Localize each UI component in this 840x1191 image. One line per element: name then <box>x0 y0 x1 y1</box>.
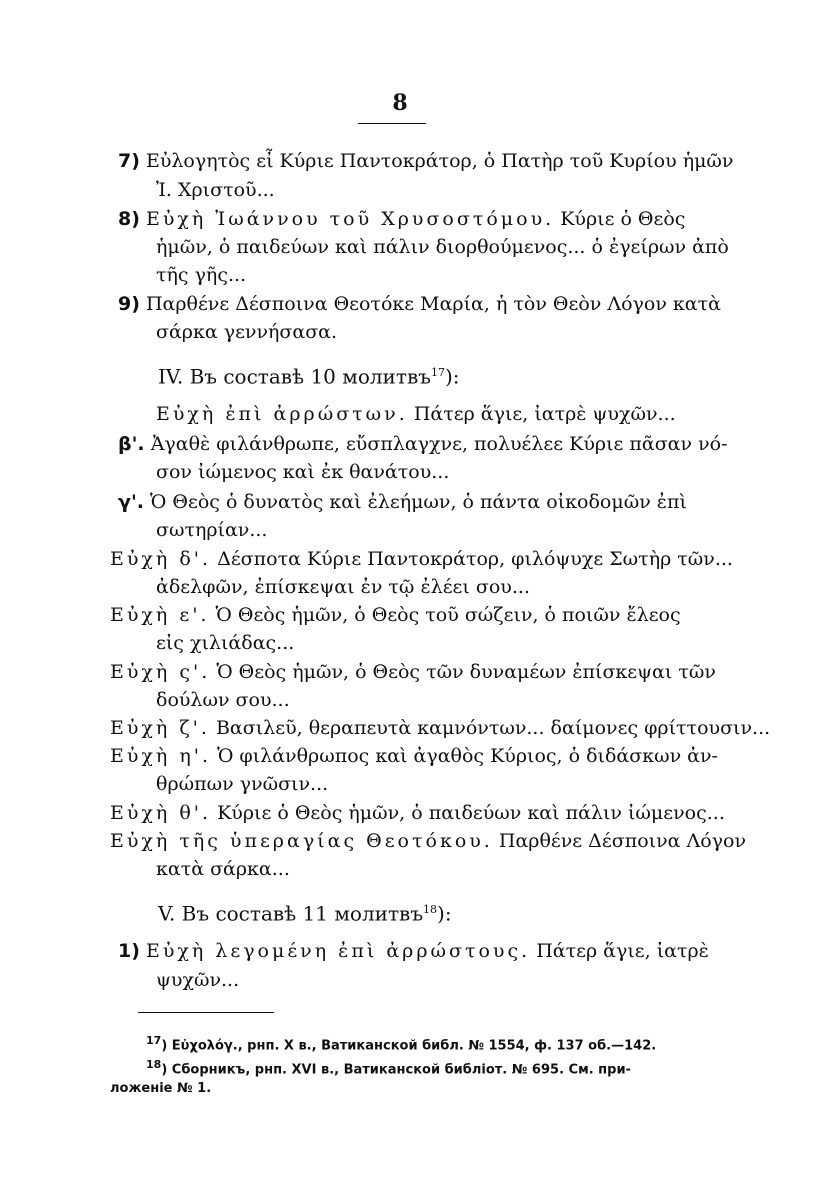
footnote-18-continuation: ложеніе № 1. <box>110 1081 212 1096</box>
prayer-text: Παρθένε Δέσποινα Λόγον <box>498 830 747 852</box>
prayer-2-line-2: σον ἰώμενος καὶ ἐκ θανάτου... <box>156 461 450 483</box>
item-8-line-3: τῆς γῆς... <box>156 264 247 286</box>
item-7-line-2: Ἰ. Χριστοῦ... <box>156 179 275 201</box>
item-8-line-1 <box>118 207 685 231</box>
footnote-mark: 17 <box>146 1034 162 1047</box>
footnote-17 <box>146 1032 656 1055</box>
footnote-ref: 18 <box>423 903 438 916</box>
item-text: Πάτερ ἅγιε, ἰατρὲ <box>536 940 709 962</box>
spaced-title: Εὐχὴ λεγομένη ἐπὶ ἀρρώστους. <box>145 940 531 962</box>
prayer-text: Ὁ Θεὸς ἡμῶν, ὁ Θεὸς τοῦ σώζειν, ὁ ποιῶν ἔλεος <box>215 604 681 626</box>
item-number: 9) <box>118 293 140 315</box>
spaced-title: Εὐχὴ ζ'. <box>110 717 210 739</box>
prayer-text: Βασιλεῦ, θεραπευτὰ καμνόντων... δαίμονες φρίττουσιν... <box>215 717 771 739</box>
prayer-text: Πάτερ ἅγιε, ἰατρὲ ψυχῶν... <box>413 403 676 425</box>
prayer-text: Κύριε ὁ Θεὸς ἡμῶν, ὁ παιδεύων καὶ πάλιν ἰώμενος... <box>217 802 725 824</box>
item-1-line-1 <box>118 939 709 963</box>
item-text: Εὐλογητὸς εἶ Κύριε Παντοκράτορ, ὁ Πατὴρ τοῦ Κυρίου ἡμῶν <box>145 150 734 172</box>
item-number: 1) <box>118 940 140 962</box>
spaced-title: Εὐχὴ ἐπὶ ἀρρώστων. <box>156 403 408 425</box>
prayer-8-line-2: θρώπων γνῶσιν... <box>156 773 329 795</box>
prayer-7-line-1 <box>110 716 770 740</box>
item-number: 7) <box>118 150 140 172</box>
footnote-rule <box>138 1012 274 1013</box>
prayer-text: Ὁ φιλάνθρωπος καὶ ἀγαθὸς Κύριος, ὁ διδάσκων ἀν- <box>217 745 718 767</box>
footnote-mark: 18 <box>146 1058 162 1071</box>
item-9-line-2: σάρκα γεννήσασα. <box>156 321 338 343</box>
spaced-title: Εὐχὴ ς'. <box>110 661 211 683</box>
page-number: 8 <box>392 90 408 116</box>
heading-tail: ): <box>444 364 460 389</box>
prayer-10-line-1 <box>110 829 746 853</box>
prayer-4-line-1 <box>110 547 733 571</box>
spaced-title: Εὐχὴ τῆς ὑπεραγίας Θεοτόκου. <box>110 830 493 852</box>
spaced-title: Εὐχὴ δ'. <box>110 548 212 570</box>
prayer-6-line-2: δούλων σου... <box>156 689 290 711</box>
prayer-6-line-1 <box>110 660 716 684</box>
heading-tail: ): <box>437 901 452 926</box>
prayer-5-line-2: εἰς χιλιάδας... <box>156 632 295 654</box>
prayer-8-line-1 <box>110 744 718 768</box>
item-8-line-2: ἡμῶν, ὁ παιδεύων καὶ πάλιν διορθούμενος... ὁ ἐγείρων ἀπὸ <box>156 236 729 258</box>
heading-text: V. Въ составѣ 11 молитвъ <box>158 901 424 926</box>
prayer-5-line-1 <box>110 603 681 627</box>
section-heading-iv <box>158 361 460 389</box>
item-text: Παρθένε Δέσποινα Θεοτόκε Μαρία, ἡ τὸν Θεὸν Λόγον κατὰ <box>145 293 721 315</box>
item-number: β'. <box>118 433 145 455</box>
item-text: Κύριε ὁ Θεὸς <box>560 208 686 230</box>
spaced-title: Εὐχὴ η'. <box>110 745 212 767</box>
prayer-3-line-1 <box>118 490 687 514</box>
item-7-line-1 <box>118 149 733 173</box>
spaced-title: Εὐχὴ ε'. <box>110 604 210 626</box>
footnote-18 <box>146 1056 631 1079</box>
item-number: 8) <box>118 208 140 230</box>
item-number: γ'. <box>118 491 144 513</box>
prayer-text: Ἀγαθὲ φιλάνθρωπε, εὔσπλαγχνε, πολυέλεε Κύριε πᾶσαν νό- <box>150 433 728 455</box>
prayer-9-line-1 <box>110 801 725 825</box>
footnote-ref: 17 <box>430 366 445 379</box>
prayer-2-line-1 <box>118 432 728 456</box>
prayer-10-line-2: κατὰ σάρκα... <box>156 858 290 880</box>
footnote-text: ) Сборникъ, рнп. XVI в., Ватиканской библіот. № 695. См. при- <box>161 1062 631 1078</box>
prayer-3-line-2: σωτηρίαν... <box>156 519 268 541</box>
footnote-text: ) Εὐχολόγ., рнп. X в., Ватиканской библ. № 1554, ф. 137 об.—142. <box>161 1038 657 1054</box>
prayer-4-line-2: ἀδελφῶν, ἐπίσκεψαι ἐν τῷ ἐλέει σου... <box>156 576 530 598</box>
item-1-line-2: ψυχῶν... <box>156 969 240 991</box>
heading-text: IV. Въ составѣ 10 молитвъ <box>158 364 431 389</box>
prayer-text: Ὁ Θεὸς ἡμῶν, ὁ Θεὸς τῶν δυναμέων ἐπίσκεψαι τῶν <box>216 661 716 683</box>
prayer-text: Δέσποτα Κύριε Παντοκράτορ, φιλόψυχε Σωτὴρ τῶν... <box>217 548 733 570</box>
spaced-title: Εὐχὴ θ'. <box>110 802 212 824</box>
section-heading-v <box>158 898 452 926</box>
item-9-line-1 <box>118 292 721 316</box>
spaced-title: Εὐχὴ Ἰωάννου τοῦ Χρυσοστόμου. <box>145 208 555 230</box>
prayer-text: Ὁ Θεὸς ὁ δυνατὸς καὶ ἐλεήμων, ὁ πάντα οἰκοδομῶν ἐπὶ <box>150 491 687 513</box>
prayer-1-line-1 <box>156 402 676 426</box>
page-number-rule <box>358 123 426 124</box>
